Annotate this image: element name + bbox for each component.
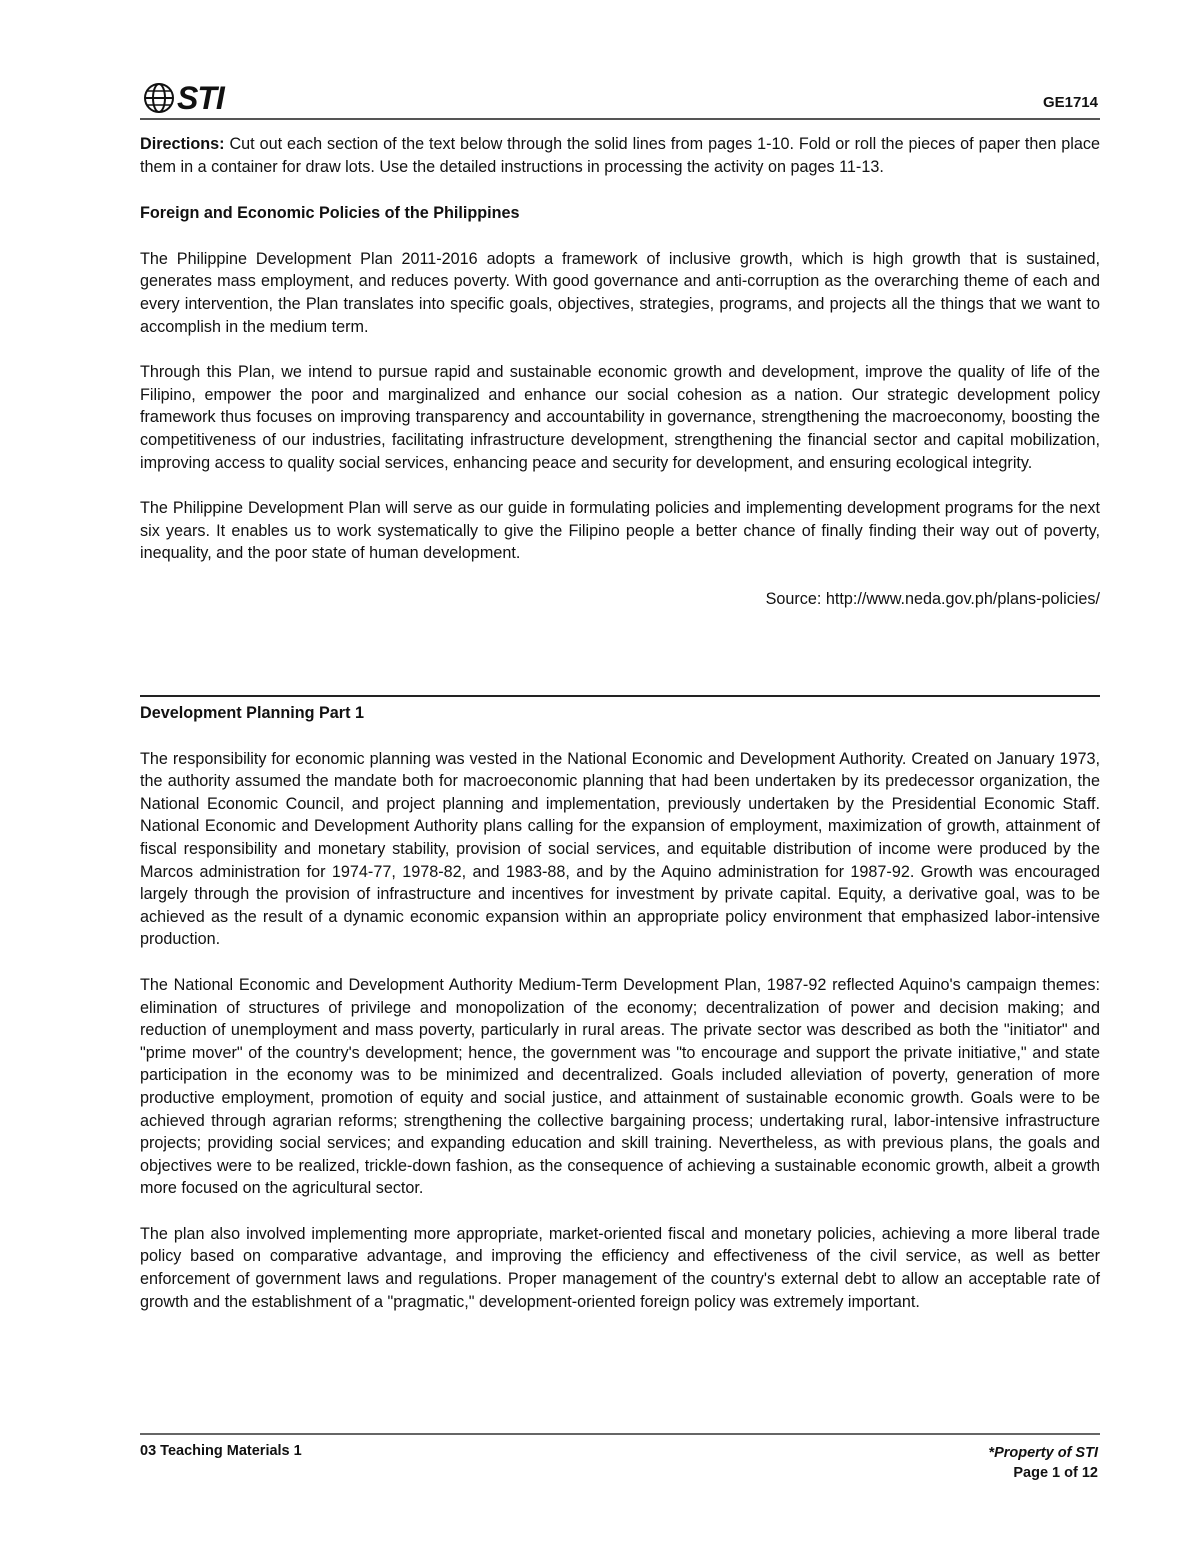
cut-line xyxy=(140,695,1100,697)
section-one xyxy=(140,130,1100,611)
paragraph: The plan also involved implementing more appropriate, market-oriented fiscal and monetary policies, achieving a more liberal trade policy based on comparative advantage, and improving the efficiency and effectiveness of the civil service, as well as better enforcement of government laws and regulations. Proper management of the country's external debt to allow an acceptable rate of growth and the establishment of a "pragmatic," development-oriented foreign policy was extremely important. xyxy=(140,1224,1100,1311)
property-notice: *Property of STI xyxy=(988,1445,1098,1461)
section-two-title: Development Planning Part 1 xyxy=(140,704,364,722)
sti-logo xyxy=(142,80,224,116)
paragraph: Through this Plan, we intend to pursue rapid and sustainable economic growth and development, improve the quality of life of the Filipino, empower the poor and marginalized and enhance our social cohesion as a nation. Our strategic development policy framework thus focuses on improving transparency and accountability in governance, strengthening the macroeconomy, boosting the competitiveness of our industries, facilitating infrastructure development, strengthening the financial sector and capital mobilization, improving access to quality social services, enhancing peace and security for development, and ensuring ecological integrity. xyxy=(140,363,1100,472)
paragraph: The Philippine Development Plan will serve as our guide in formulating policies and implementing development programs for the next six years. It enables us to work systematically to give the Filipino people a better chance of finally finding their way out of poverty, inequality, and the poor state of human development. xyxy=(140,499,1100,563)
directions-text: Cut out each section of the text below through the solid lines from pages 1-10. Fold or roll the pieces of paper then place them in a container for draw lots. Use the detailed instructions in processing the activity on pages 11-13. xyxy=(140,135,1100,176)
footer-right xyxy=(988,1443,1098,1483)
section-one-title: Foreign and Economic Policies of the Philippines xyxy=(140,204,520,223)
header-divider xyxy=(140,118,1100,120)
footer-divider xyxy=(140,1433,1100,1435)
paragraph: The Philippine Development Plan 2011-2016 adopts a framework of inclusive growth, which is high growth that is sustained, generates mass employment, and reduces poverty. With good governance and anti-corruption as the overarching theme of each and every intervention, the Plan translates into specific goals, objectives, strategies, programs, and projects all the things that we want to accomplish in the medium term. xyxy=(140,249,1100,336)
directions-paragraph xyxy=(140,133,1100,178)
paragraph: The National Economic and Development Authority Medium-Term Development Plan, 1987-92 reflected Aquino's campaign themes: elimination of structures of privilege and monopolization of the economy; decentralization of power and decision making; and reduction of unemployment and mass poverty, particularly in rural areas. The private sector was described as both the "initiator" and "prime mover" of the country's development; hence, the government was "to encourage and support the private initiative," and state participation in the economy was to be minimized and decentralized. Goals included alleviation of poverty, generation of more productive employment, promotion of equity and social justice, and attainment of sustainable economic growth. Goals were to be achieved through agrarian reforms; strengthening the collective bargaining process; undertaking rural, labor-intensive infrastructure projects; providing social services; and expanding education and skill training. Nevertheless, as with previous plans, the goals and objectives were to be realized, trickle-down fashion, as the consequence of achieving a sustainable economic growth, albeit a growth more focused on the agricultural sector. xyxy=(140,975,1100,1198)
source-citation: Source: http://www.neda.gov.ph/plans-policies/ xyxy=(765,589,1100,608)
globe-icon xyxy=(142,81,176,115)
directions-label: Directions: xyxy=(140,135,225,153)
course-code: GE1714 xyxy=(1042,94,1098,111)
section-two xyxy=(140,702,1100,1313)
logo-text: STI xyxy=(177,80,224,116)
paragraph: The responsibility for economic planning was vested in the National Economic and Development Authority. Created on January 1973, the authority assumed the mandate both for macroeconomic planning that had been undertaken by its predecessor organization, the National Economic Council, and project planning and implementation, previously undertaken by the Presidential Economic Staff. National Economic and Development Authority plans calling for the expansion of employment, maximization of growth, attainment of fiscal responsibility and monetary stability, provision of social services, and equitable distribution of income were produced by the Marcos administration for 1974-77, 1978-82, and 1983-88, and by the Aquino administration for 1987-92. Growth was encouraged largely through the provision of infrastructure and incentives for investment by private capital. Equity, a derivative goal, was to be achieved as the result of a dynamic economic expansion within an appropriate policy environment that emphasized labor-intensive production. xyxy=(140,749,1100,949)
footer-course-label: 03 Teaching Materials 1 xyxy=(140,1443,302,1459)
page-number: Page 1 of 12 xyxy=(1013,1465,1098,1481)
